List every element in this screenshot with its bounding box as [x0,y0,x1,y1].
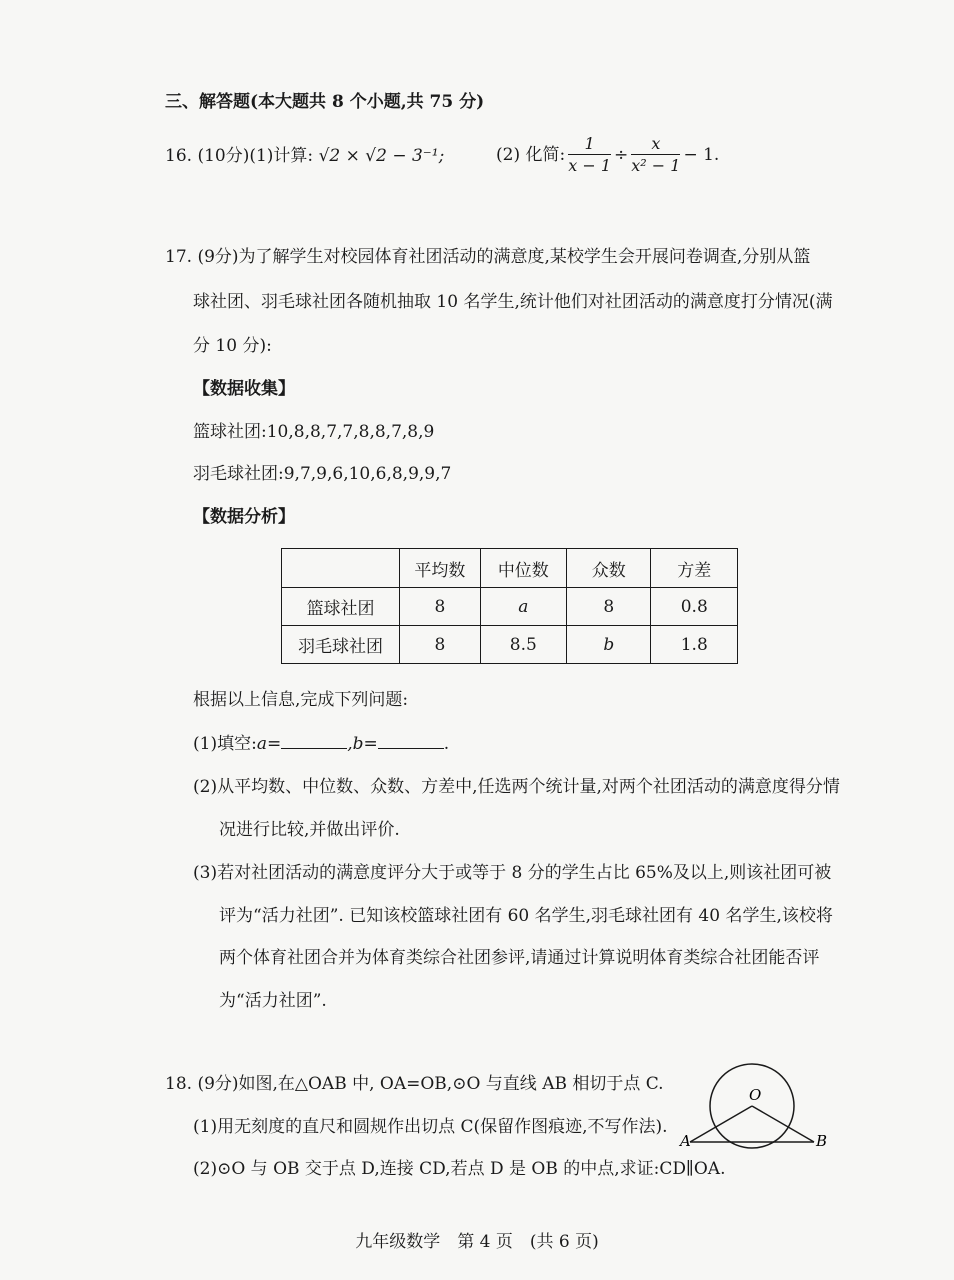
q18-part2: (2)⊙O 与 OB 交于点 D,连接 CD,若点 D 是 OB 的中点,求证:CD∥OA. [193,1159,726,1179]
table-header-cell: 众数 [567,549,651,588]
table-row [282,626,738,664]
q16-part2 [496,130,719,180]
table-cell: a [480,588,566,626]
badminton-data: 羽毛球社团:9,7,9,6,10,6,8,9,9,7 [193,464,452,484]
q16-tail: − 1. [683,145,720,165]
label-a: A [680,1132,691,1150]
q18-part1: (1)用无刻度的直尺和圆规作出切点 C(保留作图痕迹,不写作法). [193,1117,668,1137]
q17-part2-line2: 况进行比较,并做出评价. [219,820,400,840]
q17-line1: 17. (9分)为了解学生对校园体育社团活动的满意度,某校学生会开展问卷调查,分别从篮 [165,247,811,267]
table-cell: 篮球社团 [282,588,400,626]
data-collection-heading: 【数据收集】 [193,379,295,399]
fraction-2 [631,134,680,177]
blank-b[interactable] [378,732,444,749]
blank-a-label: a= [256,734,282,754]
statistics-table [281,548,738,664]
q17-part2-line1: (2)从平均数、中位数、众数、方差中,任选两个统计量,对两个社团活动的满意度得分情 [193,777,840,797]
blank-b-label: ,b= [347,734,378,754]
q17-part3-line4: 为“活力社团”. [219,991,327,1011]
question-16 [165,144,444,168]
fraction-1-denominator: x − 1 [568,156,611,175]
table-cell: 8.5 [480,626,566,664]
section-title: 三、解答题(本大题共 8 个小题,共 75 分) [165,92,485,112]
q16-part2-label: (2) 化简: [496,145,566,165]
q17-line2: 球社团、羽毛球社团各随机抽取 10 名学生,统计他们对社团活动的满意度打分情况(满 [193,292,833,312]
q17-part1 [193,732,449,756]
table-cell: 8 [567,588,651,626]
page-footer: 九年级数学 第 4 页 (共 6 页) [355,1232,599,1252]
table-cell: 1.8 [651,626,738,664]
q17-part1-end: . [443,734,450,754]
fraction-2-numerator: x [631,134,680,155]
table-row [282,588,738,626]
q17-part3-line3: 两个体育社团合并为体育类综合社团参评,请通过计算说明体育类综合社团能否评 [219,948,820,968]
table-cell: b [567,626,651,664]
table-cell: 8 [400,626,480,664]
q18-line1: 18. (9分)如图,在△OAB 中, OA=OB,⊙O 与直线 AB 相切于点 C. [165,1074,664,1094]
table-header-cell: 平均数 [400,549,480,588]
geometry-figure [678,1062,832,1156]
table-header-row [282,549,738,588]
table-header-cell [282,549,400,588]
table-cell: 羽毛球社团 [282,626,400,664]
q17-line3: 分 10 分): [193,336,272,356]
segment-ob [752,1106,814,1142]
table-cell: 8 [400,588,480,626]
fraction-2-denominator: x² − 1 [631,156,681,175]
q16-expr1: √2 × √2 − 3⁻¹; [318,146,445,166]
blank-a[interactable] [281,732,347,749]
table-cell: 0.8 [651,588,738,626]
data-analysis-heading: 【数据分析】 [193,507,295,527]
fraction-1 [568,134,611,177]
table-header-cell: 中位数 [480,549,566,588]
q17-part3-line2: 评为“活力社团”. 已知该校篮球社团有 60 名学生,羽毛球社团有 40 名学生,该校将 [219,906,833,926]
basketball-data: 篮球社团:10,8,8,7,7,8,8,7,8,9 [193,422,435,442]
table-header-cell: 方差 [651,549,738,588]
label-b: B [816,1132,828,1150]
q17-part1-lead: (1)填空: [193,734,257,754]
fraction-1-numerator: 1 [568,134,611,155]
q16-lead: 16. (10分)(1)计算: [165,146,314,166]
segment-oa [690,1106,752,1142]
q17-prompt: 根据以上信息,完成下列问题: [193,690,409,710]
q17-part3-line1: (3)若对社团活动的满意度评分大于或等于 8 分的学生占比 65%及以上,则该社团可被 [193,863,832,883]
divide-sign: ÷ [614,145,629,165]
label-o: O [749,1086,762,1104]
